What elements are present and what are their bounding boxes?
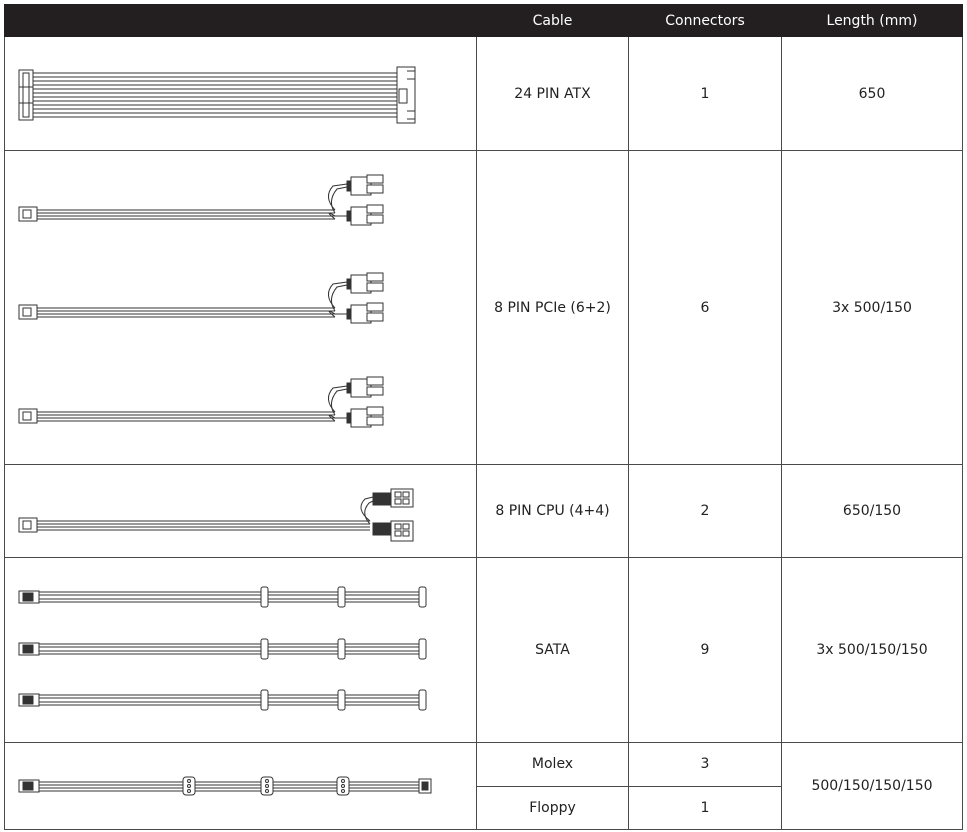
length-cell: 650/150: [782, 465, 963, 558]
cable-table: [4, 4, 963, 830]
length-cell: 650: [782, 37, 963, 151]
cable-name-cell: Molex: [477, 743, 629, 787]
atx-24pin-cable-icon: [5, 37, 477, 151]
cable-name-cell: 8 PIN CPU (4+4): [477, 465, 629, 558]
header-image: [5, 5, 477, 37]
cable-name-cell: Floppy: [477, 786, 629, 830]
header-row: [5, 5, 963, 37]
molex-cable-icon: [5, 743, 477, 830]
connectors-cell: 2: [629, 465, 782, 558]
table-row: [5, 37, 963, 151]
table-row: [5, 558, 963, 743]
length-cell: 3x 500/150: [782, 151, 963, 465]
table-row: [5, 151, 963, 465]
table-row: [5, 743, 963, 787]
length-cell: 3x 500/150/150: [782, 558, 963, 743]
connectors-cell: 6: [629, 151, 782, 465]
cpu-cable-icon: [5, 465, 477, 558]
connectors-cell: 9: [629, 558, 782, 743]
header-connectors: Connectors: [629, 5, 782, 37]
connectors-cell: 1: [629, 786, 782, 830]
cable-spec-sheet: [4, 4, 962, 828]
sata-cable-icon: [5, 558, 477, 743]
cable-name-cell: SATA: [477, 558, 629, 743]
header-cable: Cable: [477, 5, 629, 37]
connectors-cell: 3: [629, 743, 782, 787]
cable-name-cell: 8 PIN PCIe (6+2): [477, 151, 629, 465]
header-length: Length (mm): [782, 5, 963, 37]
pcie-cable-icon: [5, 151, 477, 465]
connectors-cell: 1: [629, 37, 782, 151]
cable-name-cell: 24 PIN ATX: [477, 37, 629, 151]
length-cell: 500/150/150/150: [782, 743, 963, 830]
table-row: [5, 465, 963, 558]
